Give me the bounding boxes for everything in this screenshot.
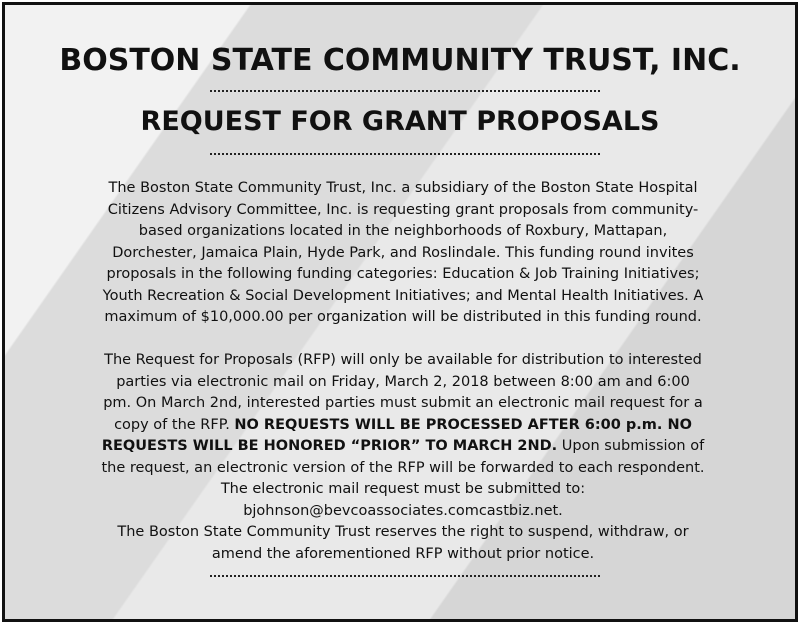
instructions-text-end: Upon submission of the request, an electronic version of the RFP will be forwarded to each respondent. The electronic mail request must be submitted to: bjohnson@bevcoassociates.comcastbiz.net. (101, 438, 705, 519)
instructions-text: The Request for Proposals (RFP) will only be available for distribution to interested parties via electronic mail on Friday, March 2, 2018 between 8:00 am and 6:00 pm. On March 2nd, interested parties must submit an electronic mail request for a copy of the RFP. (103, 352, 703, 433)
dotted-divider (210, 153, 600, 155)
dotted-divider (210, 90, 600, 92)
deadline-notice: NO REQUESTS WILL BE PROCESSED AFTER 6:00 p.m. NO REQUESTS WILL BE HONORED “PRIOR” TO MARCH 2ND. (101, 416, 692, 454)
dotted-divider (210, 575, 600, 577)
disclaimer-paragraph: The Boston State Community Trust reserves the right to suspend, withdraw, or amend the aforementioned RFP without prior notice. (117, 524, 689, 562)
instructions-paragraph (101, 350, 705, 522)
intro-paragraph: The Boston State Community Trust, Inc. a subsidiary of the Boston State Hospital Citizens Advisory Committee, Inc. is requesting grant proposals from community-based organizations located in the neighborhoods of Roxbury, Mattapan, Dorchester, Jamaica Plain, Hyde Park, and Roslindale. This funding round invites proposals in the following funding categories: Education & Job Training Initiatives; Youth Recreation & Social Development Initiatives; and Mental Health Initiatives. A maximum of $10,000.00 per organization will be distributed in this funding round. (102, 180, 704, 325)
organization-title: BOSTON STATE COMMUNITY TRUST, INC. (59, 43, 741, 78)
advertisement-panel (2, 2, 798, 622)
page-title: REQUEST FOR GRANT PROPOSALS (140, 106, 660, 137)
